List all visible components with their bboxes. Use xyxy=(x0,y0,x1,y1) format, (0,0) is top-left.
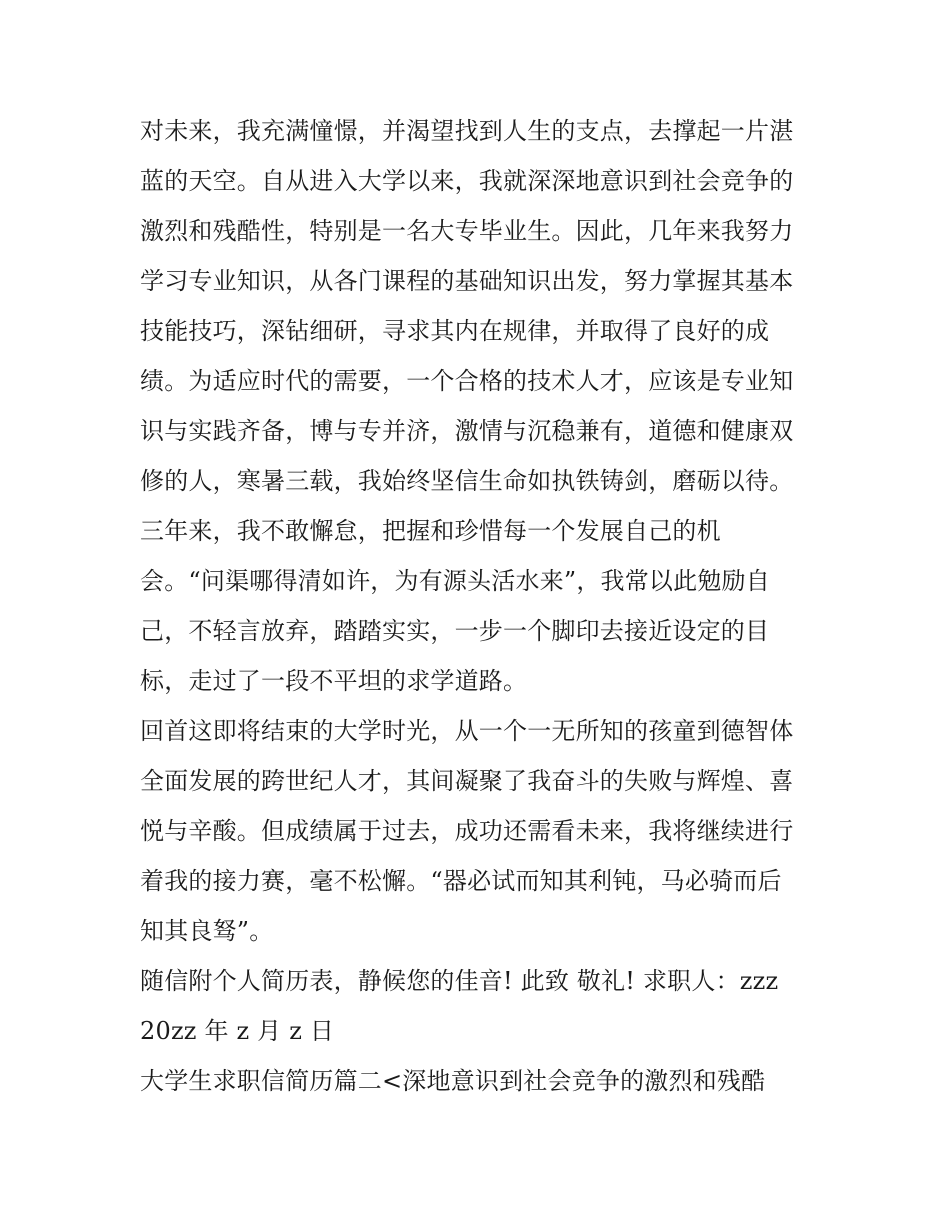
text-line: 己，不轻言放弃，踏踏实实，一步一个脚印去接近设定的目 xyxy=(140,617,770,645)
text-line: 会。“问渠哪得清如许，为有源头活水来”，我常以此勉励自 xyxy=(140,567,770,595)
text-line: 三年来，我不敢懈怠，把握和珍惜每一个发展自己的机 xyxy=(140,517,721,545)
section-heading-line: 大学生求职信简历篇二<深地意识到社会竞争的激烈和残酷 xyxy=(140,1067,766,1095)
body-text xyxy=(140,106,820,1106)
text-line: 激烈和残酷性，特别是一名大专毕业生。因此，几年来我努力 xyxy=(140,217,794,245)
text-line: 学习专业知识，从各门课程的基础知识出发，努力掌握其基本 xyxy=(140,267,794,295)
text-line: 修的人，寒暑三载，我始终坚信生命如执铁铸剑，磨砺以待。 xyxy=(140,467,794,495)
text-line: 标，走过了一段不平坦的求学道路。 xyxy=(140,667,528,695)
text-line: 绩。为适应时代的需要，一个合格的技术人才，应该是专业知 xyxy=(140,367,794,395)
text-line: 知其良驽”。 xyxy=(140,917,274,945)
text-line: 回首这即将结束的大学时光，从一个一无所知的孩童到德智体 xyxy=(140,717,794,745)
date-line: 20zz 年 z 月 z 日 xyxy=(140,1017,335,1045)
text-line: 着我的接力赛，毫不松懈。“器必试而知其利钝，马必骑而后 xyxy=(140,867,782,895)
text-line: 蓝的天空。自从进入大学以来，我就深深地意识到社会竞争的 xyxy=(140,167,794,195)
text-line: 悦与辛酸。但成绩属于过去，成功还需看未来，我将继续进行 xyxy=(140,817,794,845)
closing-line: 随信附个人简历表，静候您的佳音! 此致 敬礼! 求职人：zzz xyxy=(140,967,779,995)
text-line: 技能技巧，深钻细研，寻求其内在规律，并取得了良好的成 xyxy=(140,317,770,345)
text-line: 对未来，我充满憧憬，并渴望找到人生的支点，去撑起一片湛 xyxy=(140,117,794,145)
text-line: 全面发展的跨世纪人才，其间凝聚了我奋斗的失败与辉煌、喜 xyxy=(140,767,794,795)
text-line: 识与实践齐备，博与专并济，激情与沉稳兼有，道德和健康双 xyxy=(140,417,794,445)
